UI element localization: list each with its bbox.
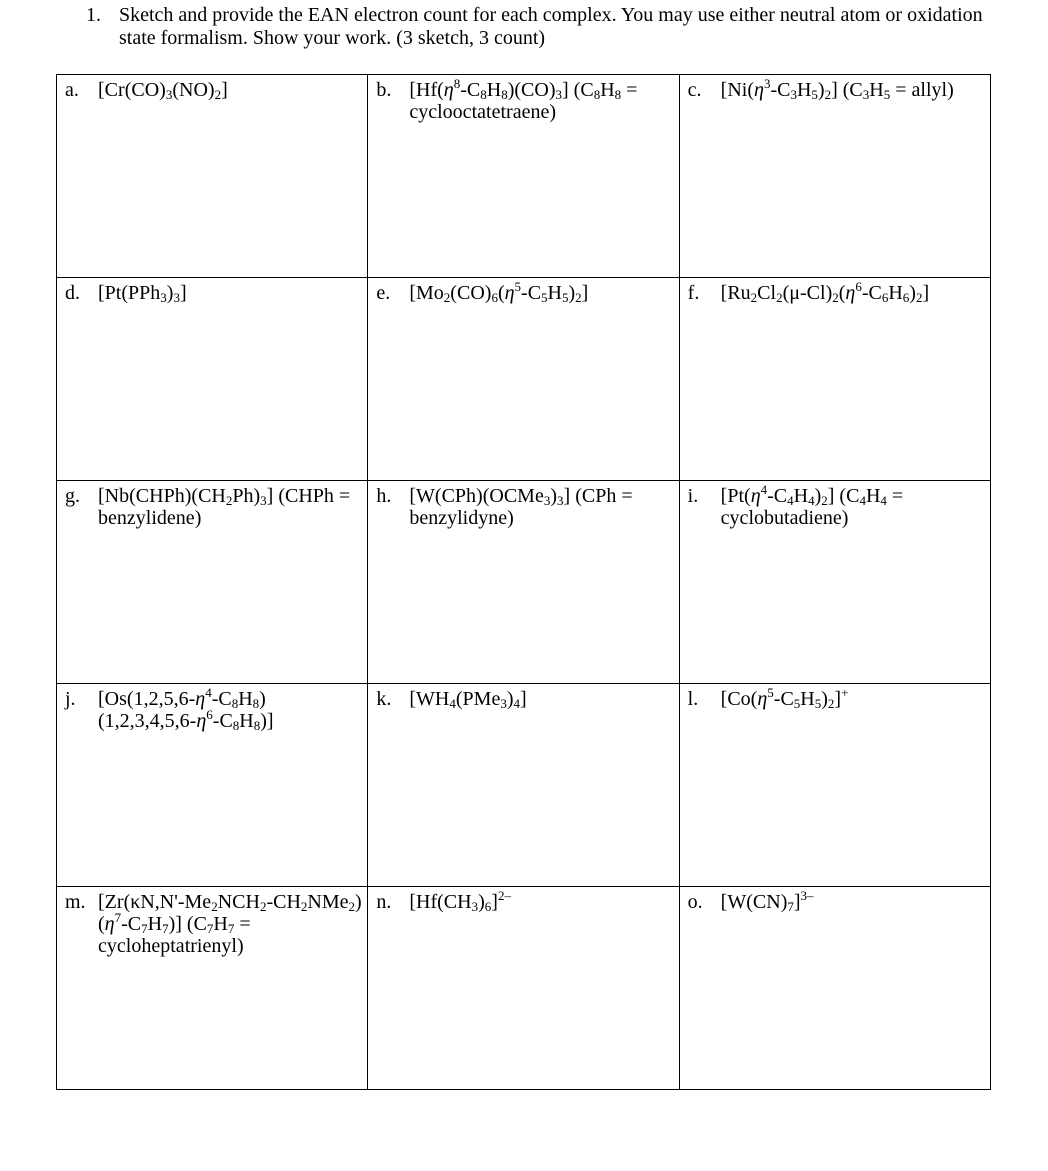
- formula-n: $[Hf(CH_3)_6]^{2-}$: [409, 888, 511, 914]
- answer-grid: [56, 74, 991, 1090]
- question-number: 1.: [86, 4, 101, 26]
- answer-cell-j: [57, 684, 368, 887]
- item-label: k.: [376, 688, 392, 710]
- grid-row: [57, 684, 991, 887]
- item-label: a.: [65, 79, 79, 101]
- answer-cell-n: [368, 887, 679, 1090]
- question-text: Sketch and provide the EAN electron count for each complex. You may use either neutral atom or oxidation state formalism. Show your work. (3 sketch, 3 count): [119, 4, 983, 49]
- answer-cell-k: [368, 684, 679, 887]
- item-label: o.: [687, 891, 703, 913]
- item-label: m.: [65, 891, 86, 913]
- answer-cell-c: [679, 75, 990, 278]
- formula-g: $[Nb(CHPh)(CH_2Ph)_3]$ (CHPh = benzylidene): [98, 485, 351, 529]
- item-label: g.: [65, 485, 80, 507]
- item-label: c.: [687, 79, 702, 101]
- formula-d: $[Pt(PPh_3)_3]$: [98, 282, 187, 305]
- item-label: n.: [376, 891, 392, 913]
- grid-row: [57, 887, 991, 1090]
- formula-l: $[Co(\eta^5-C_5H_5)_2]^+$: [720, 685, 849, 711]
- formula-c: $[Ni(\eta^3-C_3H_5)_2] (C_3H_5$ = allyl): [720, 76, 954, 102]
- formula-e: $[Mo_2(CO)_6(\eta^5-C_5H_5)_2]$: [409, 279, 589, 305]
- formula-h: $[W(CPh)(OCMe_3)_3] (CPh$ = benzylidyne): [409, 485, 633, 529]
- answer-cell-d: [57, 278, 368, 481]
- answer-cell-o: [679, 887, 990, 1090]
- item-label: b.: [376, 79, 392, 101]
- answer-cell-h: [368, 481, 679, 684]
- grid-row: [57, 481, 991, 684]
- formula-j: $[Os(1,2,5,6-\eta^4-C_8H_8)(1,2,3,4,5,6-\eta^6-C_8H_8)]$: [98, 685, 274, 733]
- item-label: i.: [687, 485, 699, 507]
- formula-a: $[Cr(CO)_3(NO)_2]$: [98, 79, 228, 102]
- answer-cell-f: [679, 278, 990, 481]
- answer-cell-b: [368, 75, 679, 278]
- answer-cell-i: [679, 481, 990, 684]
- formula-k: $[WH_4(PMe_3)_4]$: [409, 688, 527, 711]
- item-label: h.: [376, 485, 392, 507]
- formula-i: $[Pt(\eta^4-C_4H_4)_2] (C_4H_4$ = cyclobutadiene): [720, 482, 904, 529]
- item-label: f.: [687, 282, 700, 304]
- grid-row: [57, 75, 991, 278]
- item-label: d.: [65, 282, 80, 304]
- answer-cell-e: [368, 278, 679, 481]
- grid-row: [57, 278, 991, 481]
- answer-cell-m: [57, 887, 368, 1090]
- formula-o: $[W(CN)_7]^{3-}$: [720, 888, 814, 914]
- question-1: [86, 4, 986, 50]
- formula-m: $[Zr(\kappa N,N'-Me_2NCH_2-CH_2NMe_2)(\eta^7-C_7H_7)] (C_7H_7$ = cycloheptatrienyl): [98, 891, 362, 957]
- answer-cell-a: [57, 75, 368, 278]
- answer-cell-g: [57, 481, 368, 684]
- formula-f: $[Ru_2Cl_2(\mu-Cl)_2(\eta^6-C_6H_6)_2]$: [720, 279, 930, 305]
- item-label: l.: [687, 688, 699, 710]
- answer-cell-l: [679, 684, 990, 887]
- item-label: e.: [376, 282, 391, 304]
- item-label: j.: [65, 688, 76, 710]
- formula-b: $[Hf(\eta^8-C_8H_8)(CO)_3] (C_8H_8$ = cyclooctatetraene): [409, 76, 638, 123]
